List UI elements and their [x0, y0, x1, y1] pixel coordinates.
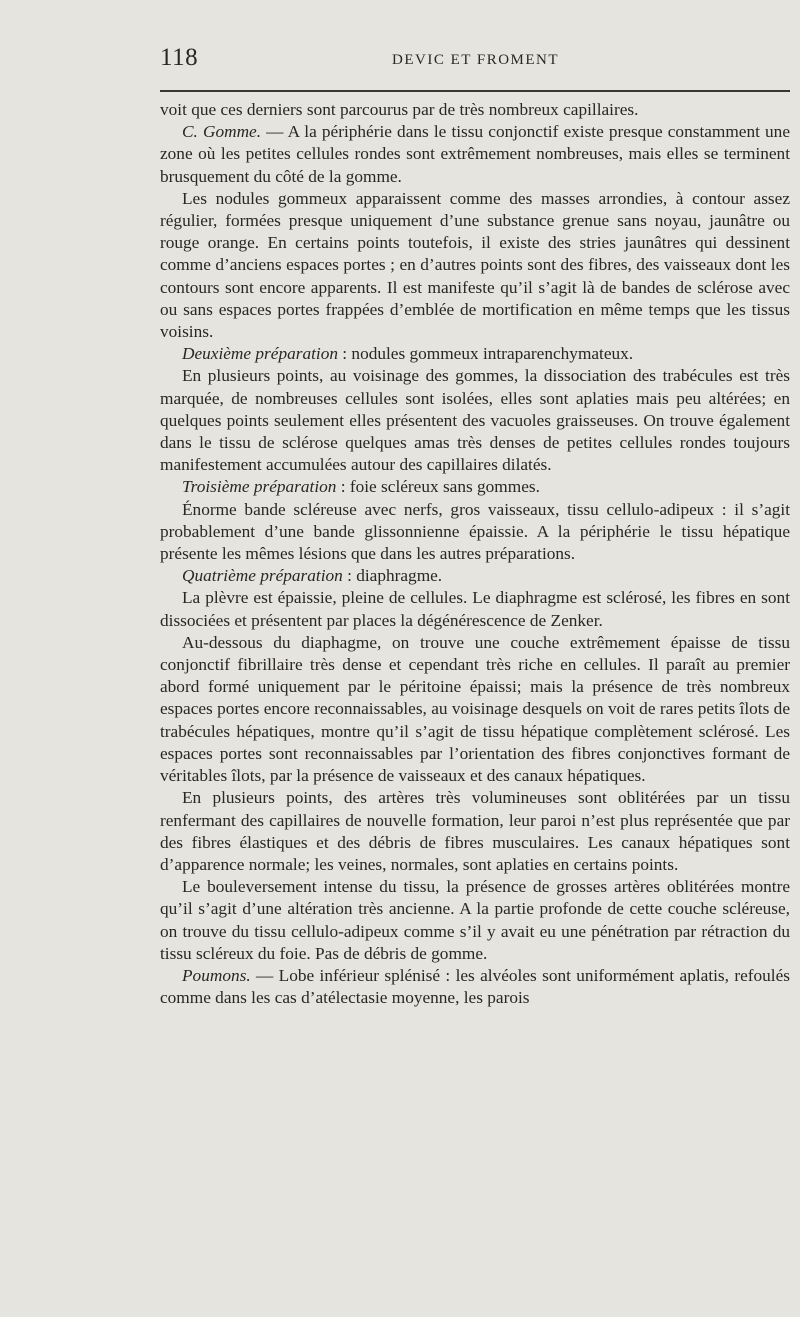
- running-head: DEVIC ET FROMENT: [392, 52, 560, 68]
- section-heading: Troisième préparation: [182, 477, 337, 497]
- page-header: [160, 44, 790, 80]
- paragraph: Quatrième préparation : diaphragme.: [182, 566, 443, 586]
- paragraph: Troisième préparation : foie scléreux sans gommes.: [182, 477, 540, 497]
- section-heading: C. Gomme.: [182, 122, 262, 142]
- paragraph: C. Gomme. — A la périphérie dans le tissu conjonctif existe presque constamment une zone où les petites cellules rondes sont extrêmement nombreuses, mais elles se terminent brusquement du côté de la gomme.: [160, 122, 790, 186]
- paragraph: Les nodules gommeux apparaissent comme des masses arrondies, à contour assez régulier, formées presque uniquement d’une substance grenue sans noyau, jaunâtre ou rouge orange. En certains points toutefois, il existe des stries jaunâtres qui dessinent comme d’anciens espaces portes ; en d’autres points sont des fibres, des vaisseaux dont les contours sont encore apparents. Il est manifeste qu’il s’agit là de bandes de sclérose avec ou sans espaces portes frappées d’emblée de mortification en même temps que les tissus voisins.: [160, 188, 790, 342]
- paragraph: La plèvre est épaissie, pleine de cellules. Le diaphragme est sclérosé, les fibres en sont dissociées et présentent par places la dégénérescence de Zenker.: [160, 588, 790, 630]
- header-rule: [160, 90, 790, 92]
- page-number: 118: [160, 44, 199, 71]
- paragraph: Au-dessous du diaphagme, on trouve une couche extrêmement épaisse de tissu conjonctif fibrillaire très dense et cependant très riche en cellules. Il paraît au premier abord formé uniquement par le péritoine épaissi; mais la présence de très nombreux espaces portes encore reconnaissables, au voisinage desquels on voit de rares petits îlots de trabécules hépatiques, montre qu’il s’agit de tissu hépatique complètement sclérosé. Les espaces portes sont reconnaissables par l’orientation des fibres conjonctives formant de véritables îlots, par la présence de vaisseaux et des canaux hépatiques.: [160, 632, 790, 786]
- paragraph: voit que ces derniers sont parcourus par de très nombreux capillaires.: [160, 100, 639, 119]
- paragraph: En plusieurs points, au voisinage des gommes, la dissociation des trabécules est très marquée, de nombreuses cellules sont isolées, elles sont aplaties mais peu altérées; en quelques points seulement elles présentent des vacuoles graisseuses. On trouve également dans le tissu de sclérose quelques amas très denses de petites cellules rondes toujours manifestement accumulées autour des capillaires dilatés.: [160, 366, 790, 475]
- paragraph: Le bouleversement intense du tissu, la présence de grosses artères oblitérées montre qu’il s’agit d’une altération très ancienne. A la partie profonde de cette couche scléreuse, on trouve du tissu cellulo-adipeux comme s’il y avait eu une pénétration par rétraction du tissu scléreux du foie. Pas de débris de gomme.: [160, 877, 790, 963]
- body-text: [160, 99, 790, 1009]
- section-heading: Quatrième préparation: [182, 566, 343, 586]
- section-heading: Poumons.: [182, 965, 251, 985]
- paragraph: Énorme bande scléreuse avec nerfs, gros vaisseaux, tissu cellulo-adipeux : il s’agit probablement d’une bande glissonnienne épaissie. A la périphérie le tissu hépatique présente les mêmes lésions que dans les autres préparations.: [160, 499, 790, 564]
- paragraph: Deuxième préparation : nodules gommeux intraparenchymateux.: [182, 344, 634, 364]
- paragraph: En plusieurs points, des artères très volumineuses sont oblitérées par un tissu renfermant des capillaires de nouvelle formation, leur paroi n’est plus représentée que par des fibres élastiques et des débris de fibres musculaires. Les canaux hépatiques sont d’apparence normale; les veines, normales, sont aplaties en certains points.: [160, 788, 790, 874]
- section-heading: Deuxième préparation: [182, 344, 338, 364]
- paragraph: Poumons. — Lobe inférieur splénisé : les alvéoles sont uniformément aplatis, refoulés comme dans les cas d’atélectasie moyenne, les parois: [160, 965, 790, 1008]
